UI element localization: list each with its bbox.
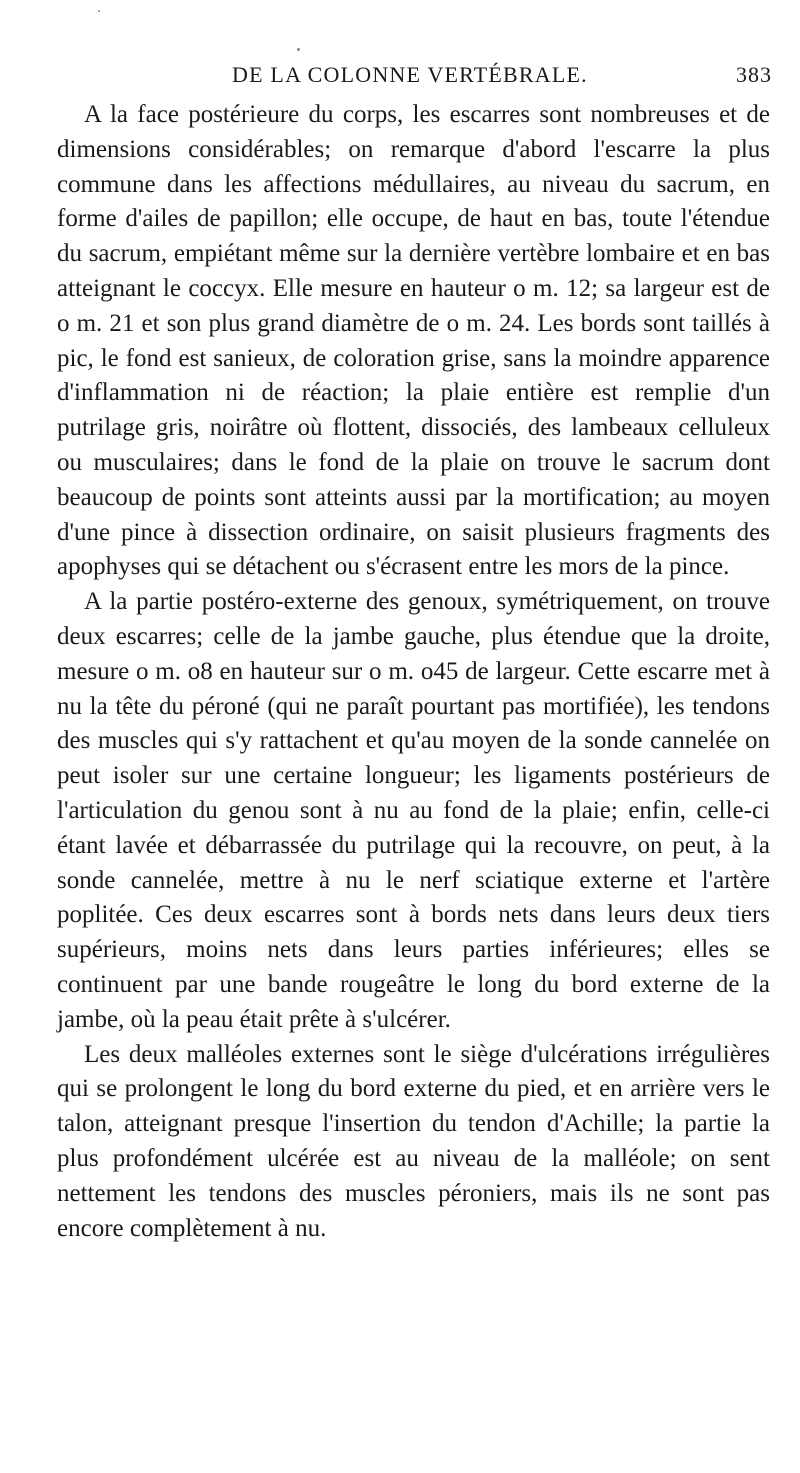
paragraph-2: A la partie postéro-externe des genoux, symétriquement, on trouve deux escarres; celle de la jambe gauche, plus étendue que la droite, mesure o m. o8 en hauteur sur o m. o45 de largeur. Cette escarre met à nu la tête du péroné (qui ne paraît pourtant pas mortifiée), les tendons des muscles qui s'y rattachent et qu'au moyen de la sonde cannelée on peut isoler sur une certaine longueur; les ligaments postérieurs de l'articulation du genou sont à nu au fond de la plaie; enfin, celle-ci étant lavée et débarrassée du putrilage qui la recouvre, on peut, à la sonde cannelée, mettre à nu le nerf sciatique externe et l'artère poplitée. Ces deux escarres sont à bords nets dans leurs deux tiers supérieurs, moins nets dans leurs parties inférieures; elles se continuent par une bande rougeâtre le long du bord externe de la jambe, où la peau était prête à s'ulcérer. — [57, 588, 770, 1033]
page-number: 383 — [736, 62, 772, 87]
paragraph-1: A la face postérieure du corps, les escarres sont nombreuses et de dimensions considérables; on remarque d'abord l'escarre la plus commune dans les affections médullaires, au niveau du sacrum, en forme d'ailes de papillon; elle occupe, de haut en bas, toute l'étendue du sacrum, empiétant même sur la dernière vertèbre lombaire et en bas atteignant le coccyx. Elle mesure en hauteur o m. 12; sa largeur est de o m. 21 et son plus grand diamètre de o m. 24. Les bords sont taillés à pic, le fond est sanieux, de coloration grise, sans la moindre apparence d'inflammation ni de réaction; la plaie entière est remplie d'un putrilage gris, noirâtre où flottent, dissociés, des lambeaux celluleux ou musculaires; dans le fond de la plaie on trouve le sacrum dont beaucoup de points sont atteints aussi par la mortification; au moyen d'une pince à dissection ordinaire, on saisit plusieurs fragments des apophyses qui se détachent ou s'écrasent entre les mors de la pince. — [57, 101, 770, 581]
running-header — [96, 62, 772, 96]
ink-speck — [98, 10, 100, 12]
running-title: DE LA COLONNE VERTÉBRALE. — [232, 62, 588, 87]
ink-speck — [297, 48, 300, 51]
paragraph-3: Les deux malléoles externes sont le siège d'ulcérations irrégulières qui se prolongent le long du bord externe du pied, et en arrière vers le talon, atteignant presque l'insertion du tendon d'Achille; la partie la plus profondément ulcérée est au niveau de la malléole; on sent nettement les tendons des muscles péroniers, mais ils ne sont pas encore complètement à nu. — [57, 1040, 770, 1242]
body-text — [57, 98, 770, 1246]
